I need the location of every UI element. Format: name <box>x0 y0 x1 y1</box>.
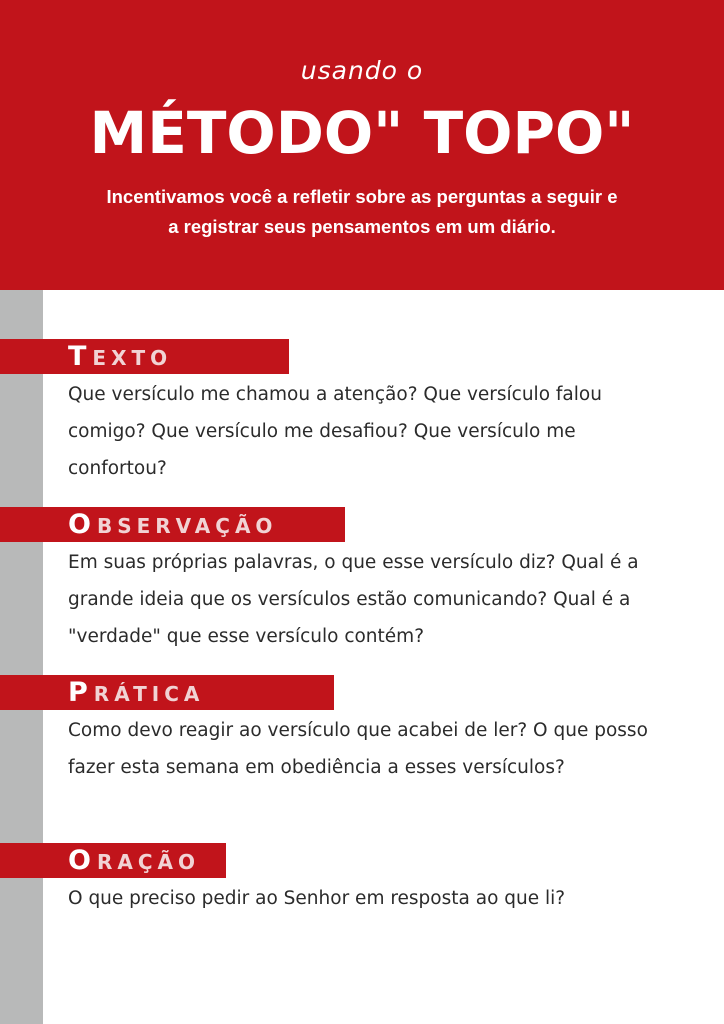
section-text-pratica: Como devo reagir ao versículo que acabei de ler? O que posso fazer esta semana em obediência a esses versículos? <box>68 720 648 778</box>
heading-rest-letters: RÁTICA <box>93 682 205 706</box>
intro-text <box>40 182 684 242</box>
section-heading-oracao <box>68 843 200 878</box>
intro-line-2: a registrar seus pensamentos em um diário. <box>168 216 556 237</box>
section-heading-pratica <box>68 675 204 710</box>
section-heading-texto <box>68 339 172 374</box>
heading-first-letter: O <box>68 845 91 876</box>
heading-first-letter: O <box>68 509 91 540</box>
section-text-observacao: Em suas próprias palavras, o que esse versículo diz? Qual é a grande ideia que os versículos estão comunicando? Qual é a "verdade" que esse versículo contém? <box>68 552 639 647</box>
heading-rest-letters: RAÇÃO <box>96 850 200 874</box>
header-banner <box>0 0 724 290</box>
heading-rest-letters: BSERVAÇÃO <box>96 514 278 538</box>
side-accent-bar <box>0 290 43 1024</box>
heading-first-letter: T <box>68 341 87 372</box>
heading-rest-letters: EXTO <box>92 346 173 370</box>
section-text-oracao: O que preciso pedir ao Senhor em resposta ao que li? <box>68 888 566 909</box>
section-heading-observacao <box>68 507 277 542</box>
intro-line-1: Incentivamos você a refletir sobre as perguntas a seguir e <box>106 186 618 207</box>
heading-first-letter: P <box>68 677 88 708</box>
header-subtitle: usando o <box>300 56 424 85</box>
page-title: MÉTODO" TOPO" <box>89 99 635 167</box>
section-text-texto: Que versículo me chamou a atenção? Que versículo falou comigo? Que versículo me desafiou? Que versículo me confortou? <box>68 384 602 479</box>
